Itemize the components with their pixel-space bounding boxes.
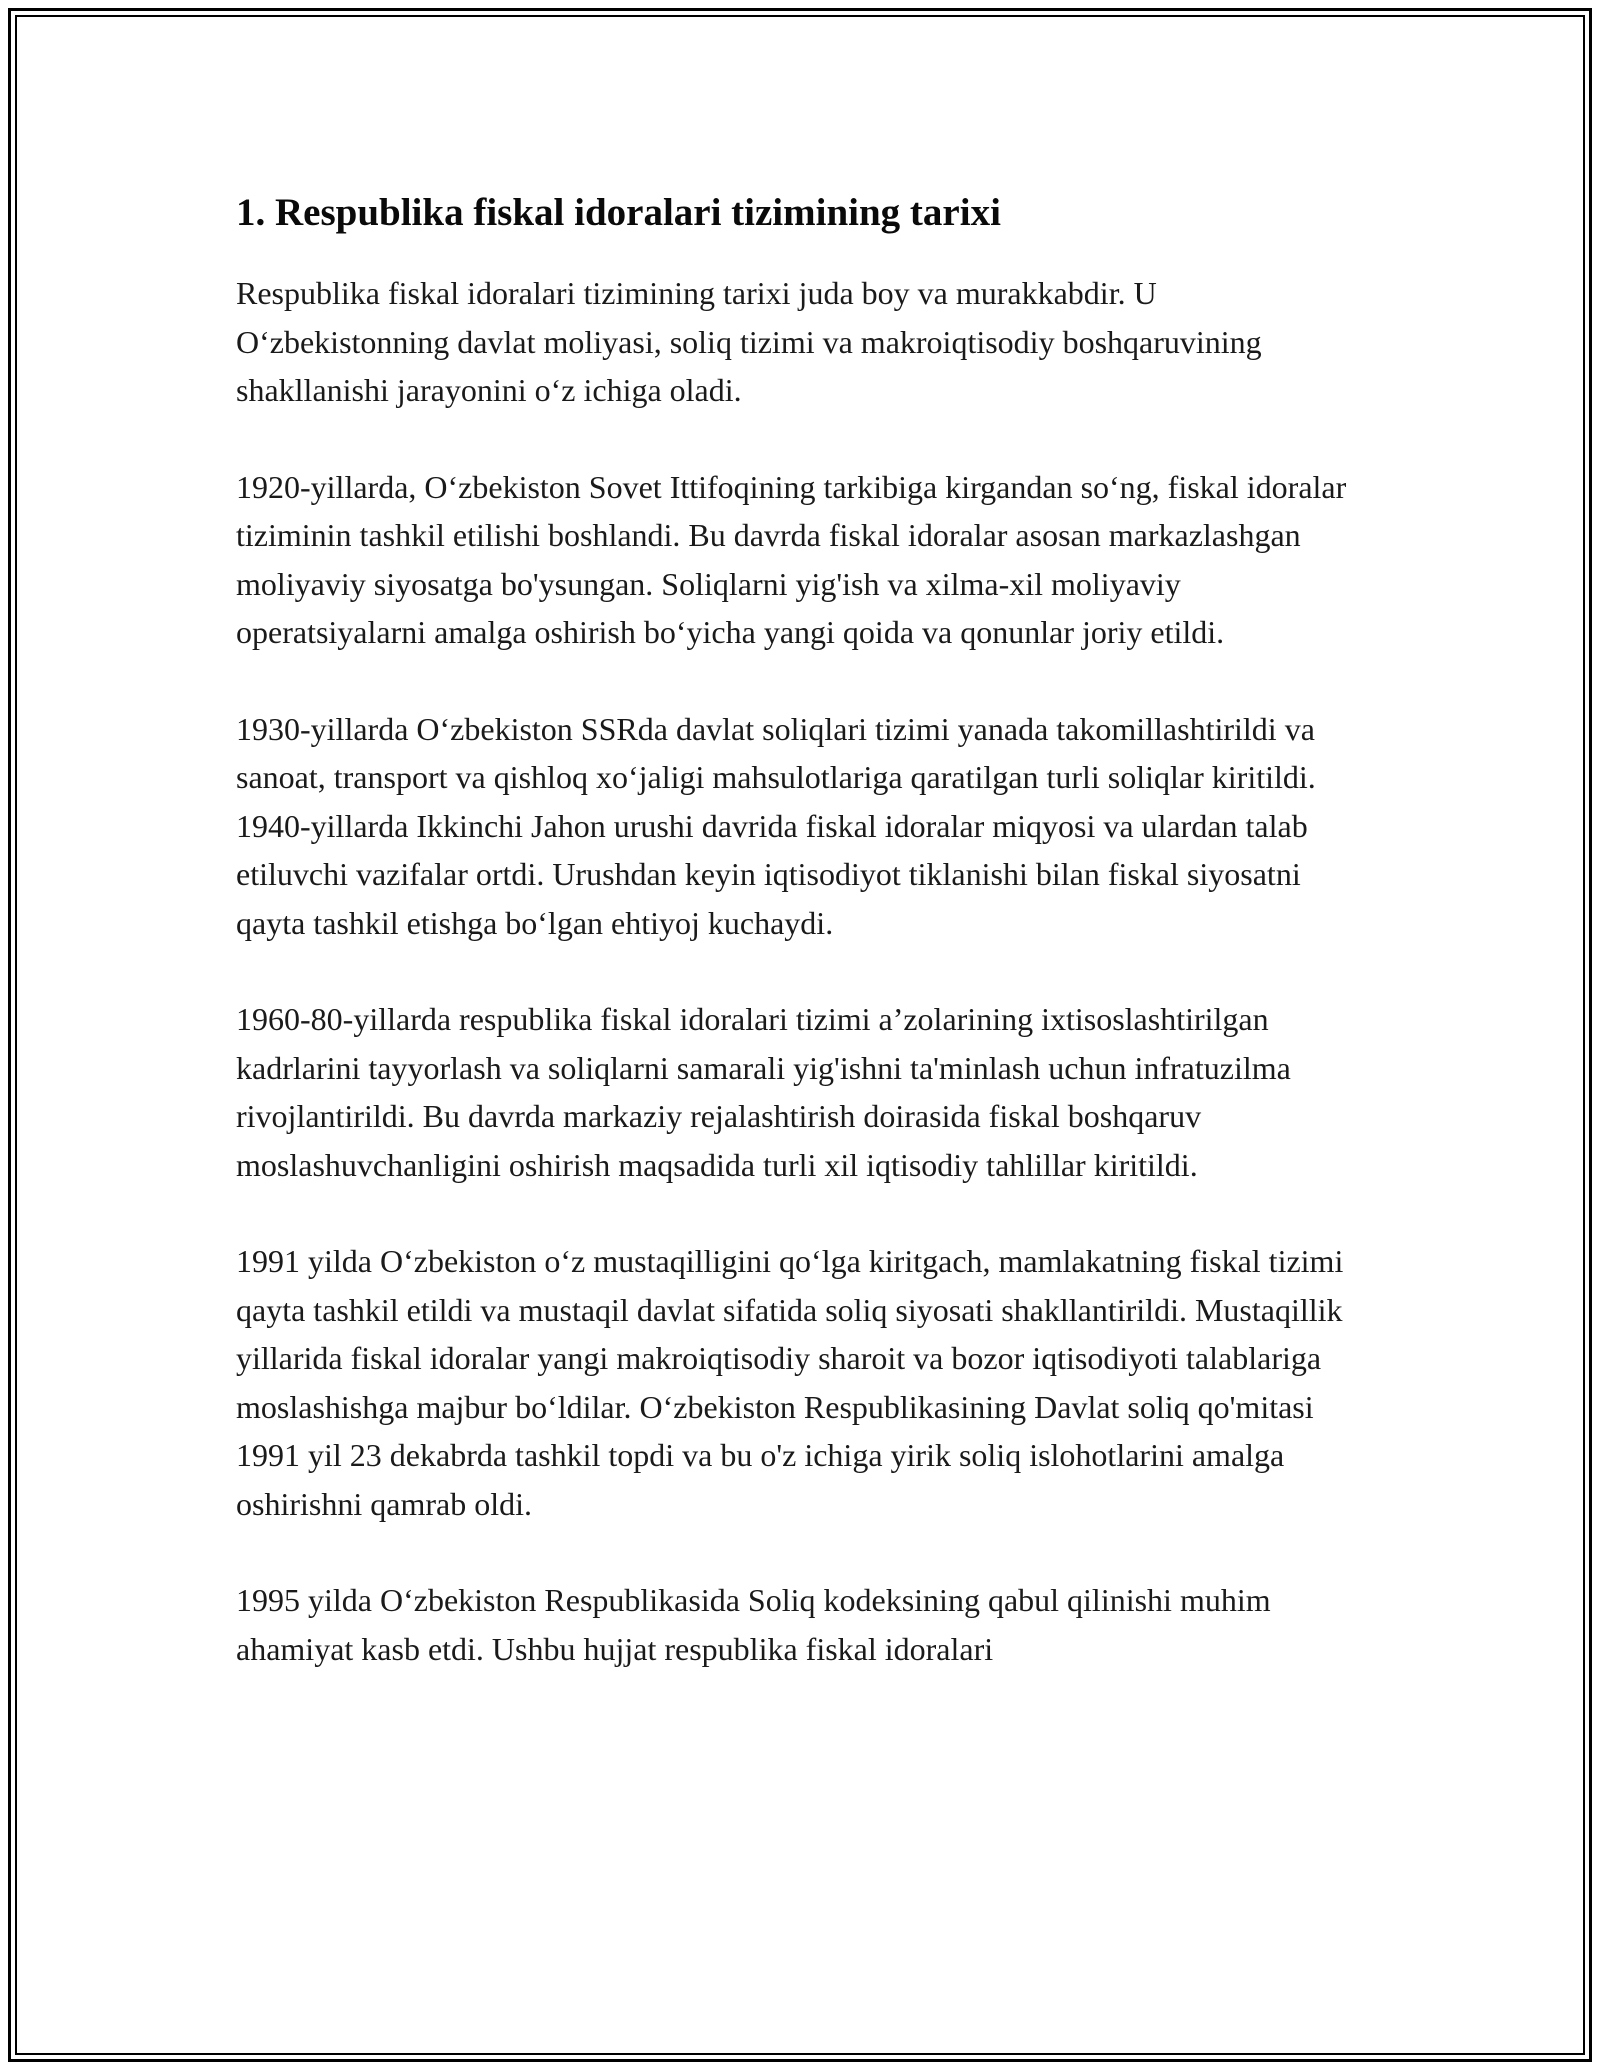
paragraph-intro: Respublika fiskal idoralari tizimining tarixi juda boy va murakkabdir. U O‘zbekistonning davlat moliyasi, soliq tizimi va makroiqtisodiy boshqaruvining shakllanishi jarayonini o‘z ichiga oladi.	[236, 275, 1262, 408]
paragraph-1920s: 1920-yillarda, O‘zbekiston Sovet Ittifoqining tarkibiga kirgandan so‘ng, fiskal idoralar tiziminin tashkil etilishi boshlandi. Bu davrda fiskal idoralar asosan markazlashgan moliyaviy siyosatga bo'ysungan. Soliqlarni yig'ish va xilma-xil moliyaviy operatsiyalarni amalga oshirish bo‘yicha yangi qoida va qonunlar joriy etildi.	[236, 468, 1347, 650]
section-title: 1. Respublika fiskal idoralari tizimining tarixi	[236, 191, 1001, 234]
paragraph-1960s: 1960-80-yillarda respublika fiskal idoralari tizimi a’zolarining ixtisoslashtirilgan kadrlarini tayyorlash va soliqlarni samarali yig'ishni ta'minlash uchun infratuzilma rivojlantirildi. Bu davrda markaziy rejalashtirish doirasida fiskal boshqaruv moslashuvchanligini oshirish maqsadida turli xil iqtisodiy tahlillar kiritildi.	[236, 1001, 1291, 1183]
paragraph-1995: 1995 yilda O‘zbekiston Respublikasida Soliq kodeksining qabul qilinishi muhim ahamiyat kasb etdi. Ushbu hujjat respublika fiskal idoralari	[236, 1582, 1271, 1667]
paragraph-1930s: 1930-yillarda O‘zbekiston SSRda davlat soliqlari tizimi yanada takomillashtirildi va sanoat, transport va qishloq xo‘jaligi mahsulotlariga qaratilgan turli soliqlar kiritildi. 1940-yillarda Ikkinchi Jahon urushi davrida fiskal idoralar miqyosi va ulardan talab etiluvchi vazifalar ortdi. Urushdan keyin iqtisodiyot tiklanishi bilan fiskal siyosatni qayta tashkil etishga bo‘lgan ehtiyoj kuchaydi.	[236, 710, 1316, 941]
paragraph-1991: 1991 yilda O‘zbekiston o‘z mustaqilligini qo‘lga kiritgach, mamlakatning fiskal tizimi qayta tashkil etildi va mustaqil davlat sifatida soliq siyosati shakllantirildi. Mustaqillik yillarida fiskal idoralar yangi makroiqtisodiy sharoit va bozor iqtisodiyoti talablariga moslashishga majbur bo‘ldilar. O‘zbekiston Respublikasining Davlat soliq qo'mitasi 1991 yil 23 dekabrda tashkil topdi va bu o'z ichiga yirik soliq islohotlarini amalga oshirishni qamrab oldi.	[236, 1243, 1344, 1522]
document-body	[236, 185, 1376, 1721]
